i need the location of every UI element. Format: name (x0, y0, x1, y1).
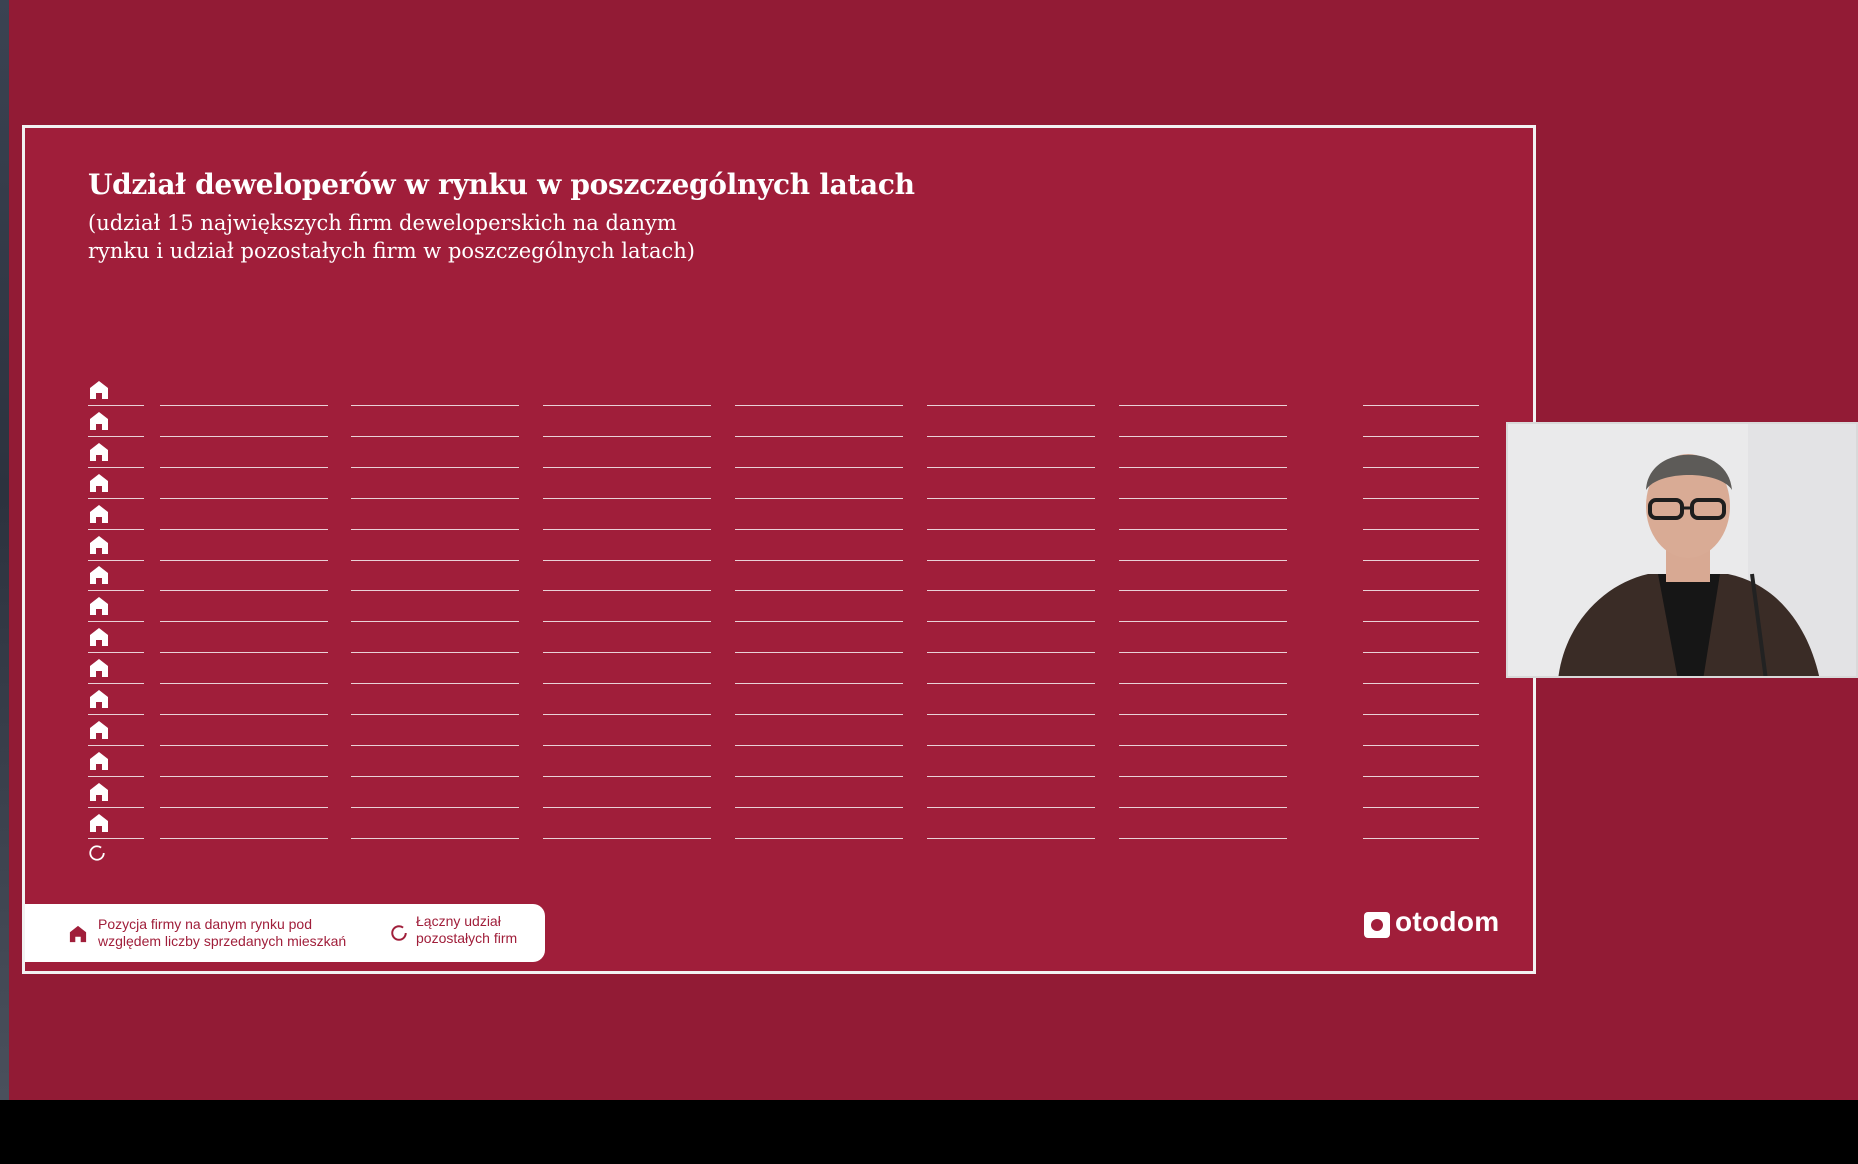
row-divider (543, 621, 711, 622)
row-divider (927, 838, 1095, 839)
row-divider (927, 436, 1095, 437)
row-divider (351, 621, 519, 622)
row-divider (735, 683, 903, 684)
row-divider (927, 529, 1095, 530)
row-divider (1363, 405, 1479, 406)
row-divider (543, 745, 711, 746)
row-divider (927, 621, 1095, 622)
row-divider (88, 529, 144, 530)
dashed-circle-icon (88, 844, 106, 862)
slide-subtitle-line-1: (udział 15 największych firm deweloperskich na danym (88, 211, 677, 235)
house-icon (89, 751, 109, 771)
row-divider (351, 714, 519, 715)
house-icon (89, 596, 109, 616)
otodom-logo-icon (1364, 912, 1390, 938)
row-divider (927, 467, 1095, 468)
row-divider (88, 838, 144, 839)
row-divider (543, 838, 711, 839)
row-divider (927, 652, 1095, 653)
row-divider (351, 745, 519, 746)
webcam-video (1506, 422, 1858, 678)
window-edge (0, 0, 9, 1100)
legend-rest-text (416, 913, 517, 947)
house-icon (89, 813, 109, 833)
row-divider (351, 436, 519, 437)
row-divider (543, 529, 711, 530)
row-divider (927, 560, 1095, 561)
row-divider (735, 621, 903, 622)
row-divider (1119, 621, 1287, 622)
row-divider (543, 590, 711, 591)
row-divider (351, 807, 519, 808)
row-divider (88, 776, 144, 777)
row-divider (735, 590, 903, 591)
row-divider (543, 714, 711, 715)
slide (22, 125, 1536, 974)
row-divider (543, 498, 711, 499)
row-divider (1363, 436, 1479, 437)
row-divider (1119, 776, 1287, 777)
row-divider (88, 590, 144, 591)
row-divider (88, 405, 144, 406)
row-divider (735, 652, 903, 653)
legend-rank-line-2: względem liczby sprzedanych mieszkań (98, 933, 347, 949)
row-divider (88, 498, 144, 499)
house-icon (89, 504, 109, 524)
row-divider (927, 498, 1095, 499)
row-divider (88, 714, 144, 715)
row-divider (1119, 560, 1287, 561)
row-divider (160, 529, 328, 530)
row-divider (351, 776, 519, 777)
row-divider (1119, 590, 1287, 591)
row-divider (1119, 405, 1287, 406)
row-divider (160, 745, 328, 746)
row-divider (351, 838, 519, 839)
house-icon (89, 782, 109, 802)
legend-rank-text (98, 916, 346, 950)
slide-subtitle-line-2: rynku i udział pozostałych firm w poszczególnych latach) (88, 239, 695, 263)
row-divider (1119, 498, 1287, 499)
row-divider (160, 498, 328, 499)
row-divider (543, 652, 711, 653)
row-divider (160, 467, 328, 468)
row-divider (1363, 807, 1479, 808)
row-divider (351, 683, 519, 684)
row-divider (160, 807, 328, 808)
row-divider (160, 560, 328, 561)
row-divider (735, 467, 903, 468)
row-divider (1119, 652, 1287, 653)
row-divider (351, 529, 519, 530)
row-divider (160, 838, 328, 839)
row-divider (735, 745, 903, 746)
row-divider (88, 745, 144, 746)
row-divider (735, 714, 903, 715)
row-divider (927, 776, 1095, 777)
slide-title: Udział deweloperów w rynku w poszczególnych latach (88, 168, 915, 201)
row-divider (88, 683, 144, 684)
slide-subtitle (88, 209, 808, 265)
row-divider (927, 714, 1095, 715)
house-icon (89, 535, 109, 555)
legend-rest-line-2: pozostałych firm (416, 930, 518, 946)
row-divider (351, 652, 519, 653)
row-divider (1363, 498, 1479, 499)
row-divider (543, 436, 711, 437)
row-divider (160, 436, 328, 437)
row-divider (543, 683, 711, 684)
house-icon (89, 411, 109, 431)
row-divider (160, 590, 328, 591)
row-divider (1363, 683, 1479, 684)
house-icon (89, 380, 109, 400)
legend-rest-line-1: Łączny udział (416, 913, 501, 929)
row-divider (160, 405, 328, 406)
presenter-video-frame (1508, 424, 1858, 678)
row-divider (1119, 467, 1287, 468)
row-divider (735, 560, 903, 561)
brand-name: otodom (1395, 906, 1500, 937)
row-divider (88, 560, 144, 561)
row-divider (351, 467, 519, 468)
row-divider (160, 683, 328, 684)
row-divider (160, 652, 328, 653)
row-divider (351, 560, 519, 561)
row-divider (735, 405, 903, 406)
row-divider (735, 529, 903, 530)
legend (25, 904, 545, 962)
dashed-circle-icon (390, 924, 408, 942)
row-divider (88, 621, 144, 622)
row-divider (88, 467, 144, 468)
house-icon (89, 473, 109, 493)
house-icon (89, 442, 109, 462)
house-icon (89, 627, 109, 647)
row-divider (1363, 652, 1479, 653)
legend-rank-line-1: Pozycja firmy na danym rynku pod (98, 916, 312, 932)
row-divider (1119, 838, 1287, 839)
row-divider (543, 807, 711, 808)
house-icon (69, 925, 87, 943)
row-divider (1363, 838, 1479, 839)
row-divider (735, 776, 903, 777)
row-divider (927, 405, 1095, 406)
row-divider (735, 498, 903, 499)
row-divider (1119, 529, 1287, 530)
row-divider (1363, 745, 1479, 746)
row-divider (1119, 436, 1287, 437)
row-divider (735, 838, 903, 839)
row-divider (1119, 714, 1287, 715)
row-divider (1119, 683, 1287, 684)
row-divider (1363, 621, 1479, 622)
row-divider (543, 560, 711, 561)
row-divider (927, 683, 1095, 684)
house-icon (89, 689, 109, 709)
row-divider (735, 807, 903, 808)
row-divider (927, 590, 1095, 591)
row-divider (351, 498, 519, 499)
row-divider (88, 652, 144, 653)
row-divider (735, 436, 903, 437)
row-divider (1119, 745, 1287, 746)
row-divider (1363, 714, 1479, 715)
row-divider (88, 436, 144, 437)
row-divider (160, 714, 328, 715)
row-divider (160, 621, 328, 622)
house-icon (89, 720, 109, 740)
row-divider (927, 807, 1095, 808)
row-divider (1363, 529, 1479, 530)
house-icon (89, 658, 109, 678)
row-divider (1363, 560, 1479, 561)
row-divider (1363, 776, 1479, 777)
row-divider (543, 776, 711, 777)
house-icon (89, 565, 109, 585)
row-divider (1363, 590, 1479, 591)
row-divider (351, 405, 519, 406)
row-divider (1119, 807, 1287, 808)
row-divider (543, 405, 711, 406)
row-divider (927, 745, 1095, 746)
row-divider (88, 807, 144, 808)
row-divider (160, 776, 328, 777)
row-divider (351, 590, 519, 591)
row-divider (1363, 467, 1479, 468)
row-divider (543, 467, 711, 468)
